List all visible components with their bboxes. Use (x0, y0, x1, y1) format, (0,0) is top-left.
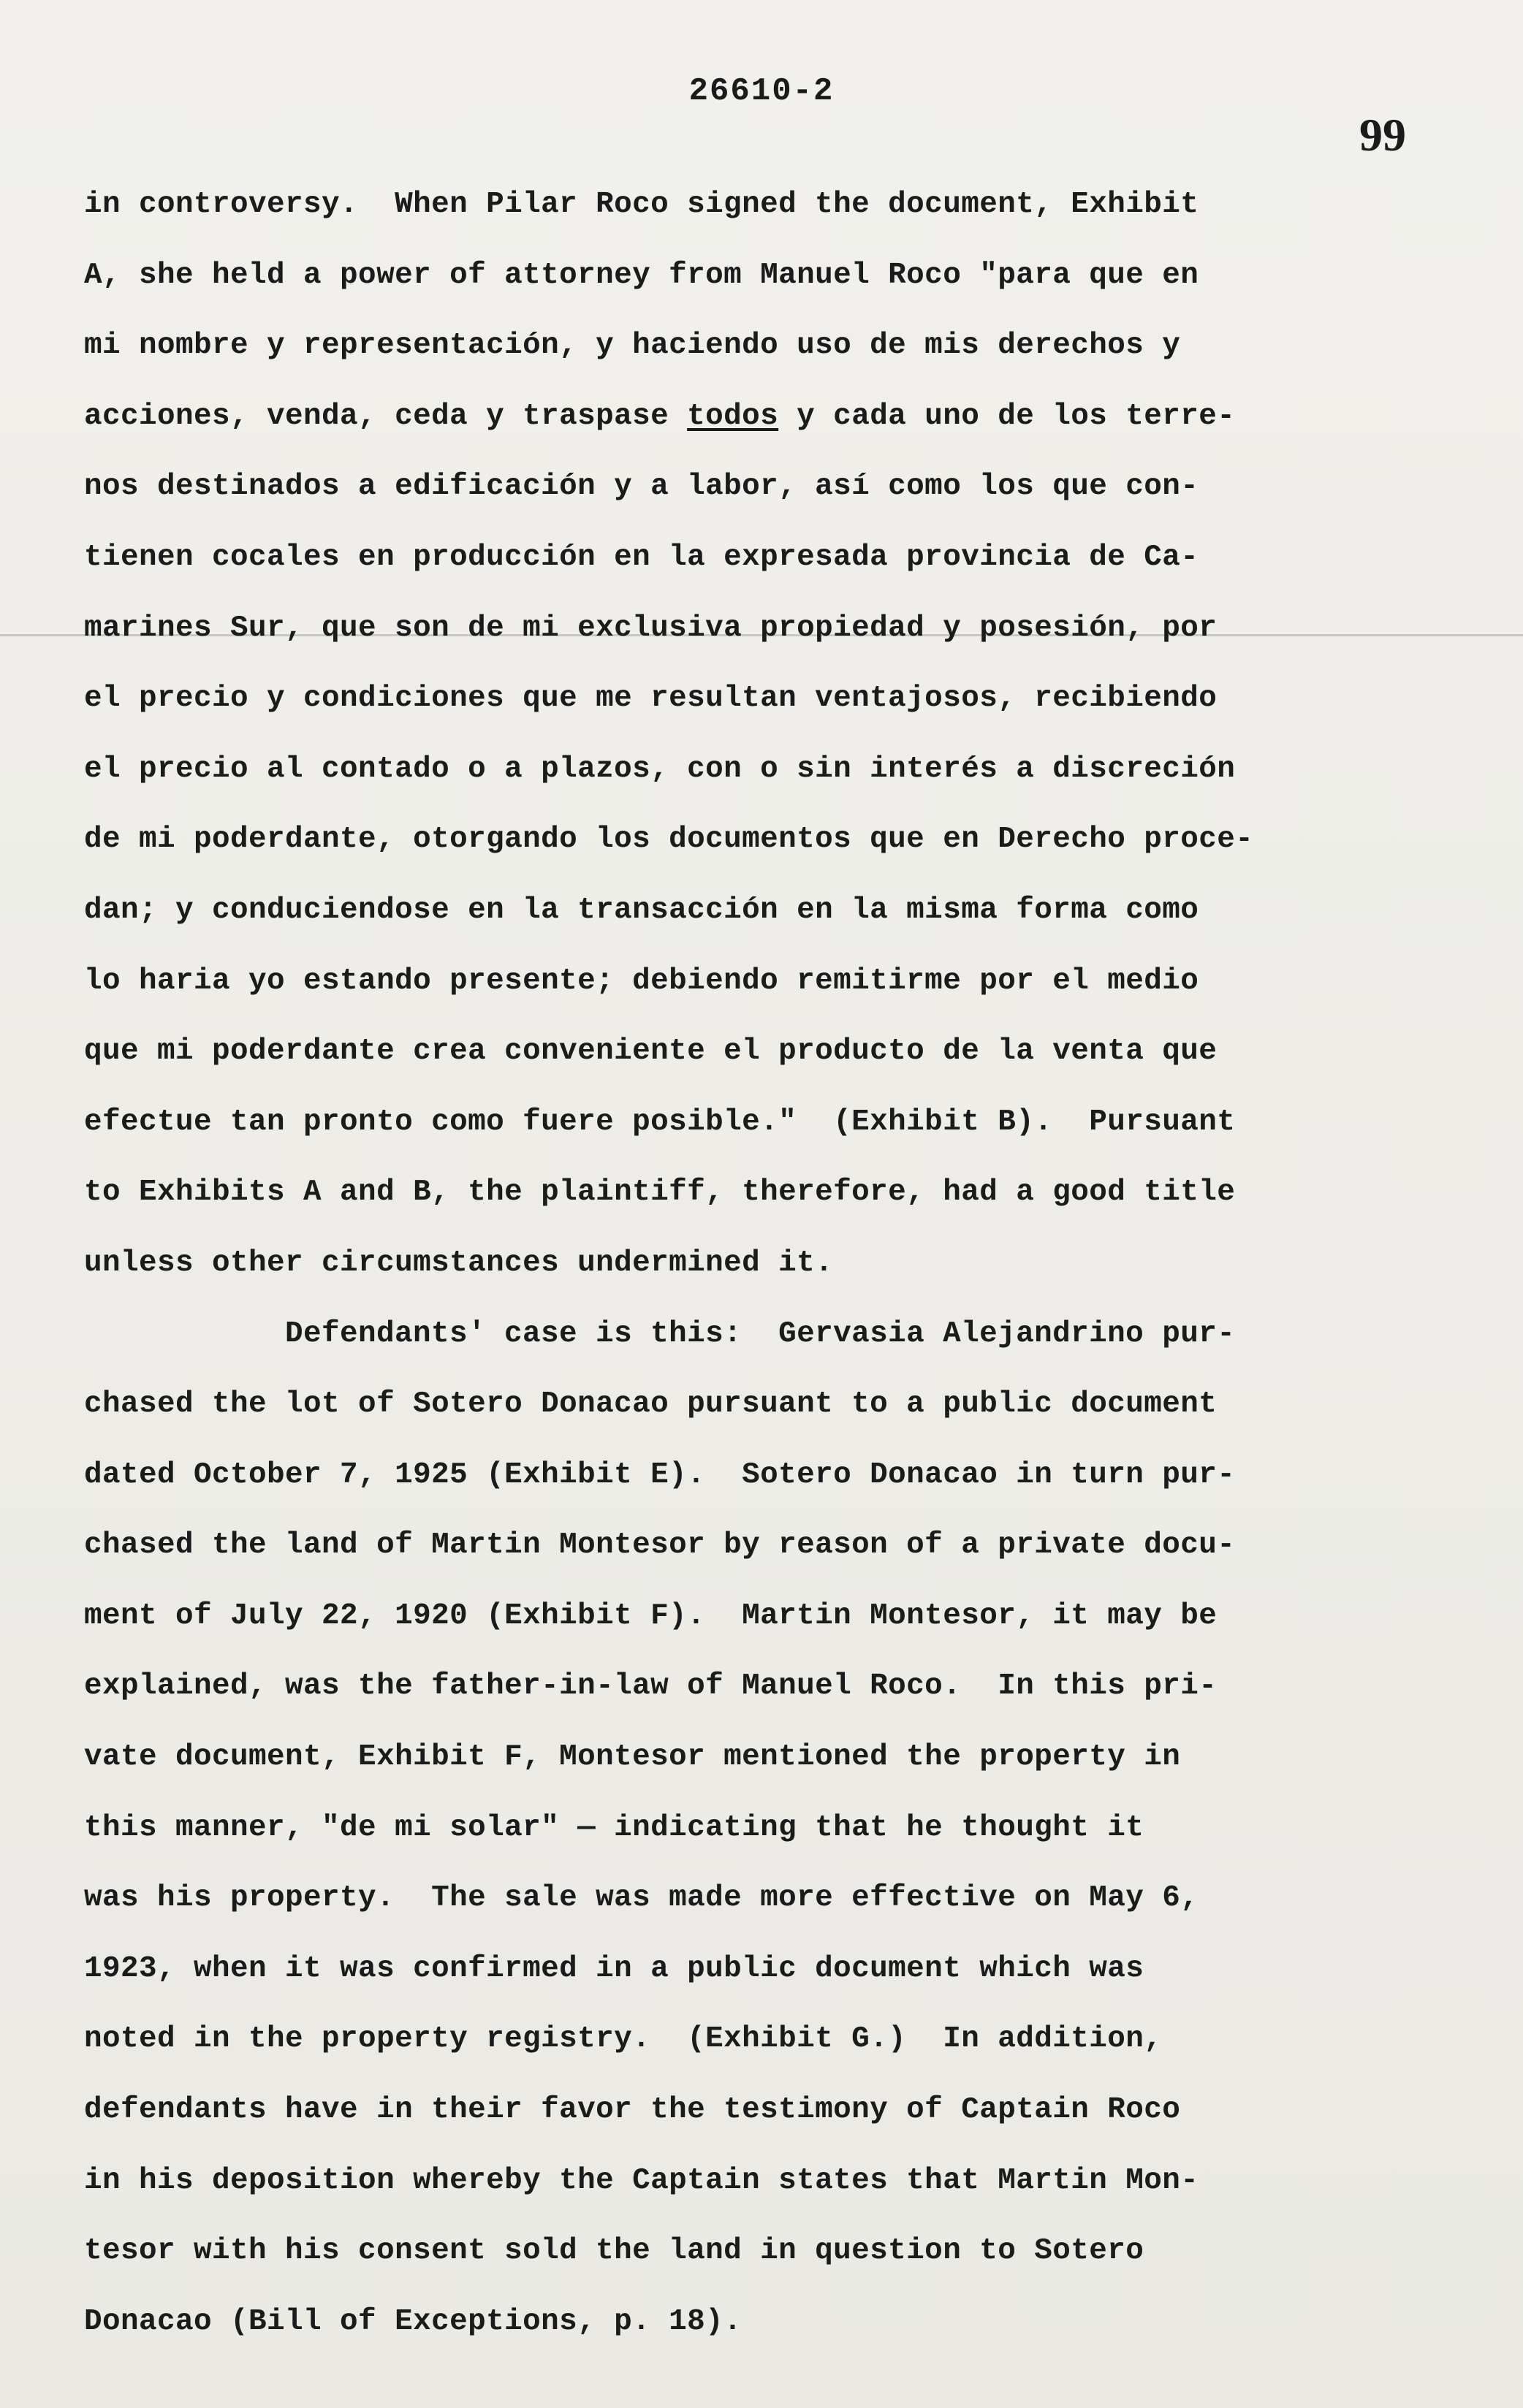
text-line: ment of July 22, 1920 (Exhibit F). Martin Montesor, it may be (84, 1599, 1218, 1633)
text-line: chased the land of Martin Montesor by reason of a private docu- (84, 1528, 1236, 1563)
document-body (84, 169, 1385, 2357)
text-line: Donacao (Bill of Exceptions, p. 18). (84, 2304, 742, 2339)
text-line: 1923, when it was confirmed in a public document which was (84, 1951, 1144, 1986)
text-line: que mi poderdante crea conveniente el producto de la venta que (84, 1035, 1218, 1069)
underlined-word: todos (687, 399, 779, 433)
text-segment: y cada uno de los terre- (778, 399, 1236, 433)
text-line: tesor with his consent sold the land in question to Sotero (84, 2234, 1144, 2268)
text-line: in controversy. When Pilar Roco signed the document, Exhibit (84, 188, 1199, 221)
paragraph-1 (84, 169, 1385, 1299)
text-line: Defendants' case is this: Gervasia Alejandrino pur- (285, 1317, 1236, 1351)
text-line: mi nombre y representación, y haciendo uso de mis derechos y (84, 329, 1181, 363)
page-number: 99 (1359, 109, 1406, 161)
text-line: de mi poderdante, otorgando los documentos que en Derecho proce- (84, 823, 1254, 857)
text-line: unless other circumstances undermined it. (84, 1246, 834, 1280)
text-line: dated October 7, 1925 (Exhibit E). Sotero Donacao in turn pur- (84, 1458, 1236, 1492)
text-line: A, she held a power of attorney from Manuel Roco "para que en (84, 258, 1199, 292)
text-line: marines Sur, que son de mi exclusiva propiedad y posesión, por (84, 611, 1218, 645)
text-line: was his property. The sale was made more effective on May 6, (84, 1881, 1199, 1916)
text-line: noted in the property registry. (Exhibit G.) In addition, (84, 2022, 1163, 2057)
text-line: vate document, Exhibit F, Montesor mentioned the property in (84, 1740, 1181, 1775)
text-line: this manner, "de mi solar" — indicating that he thought it (84, 1810, 1144, 1845)
text-line: dan; y conduciendose en la transacción en la misma forma como (84, 893, 1199, 927)
text-line: tienen cocales en producción en la expresada provincia de Ca- (84, 540, 1199, 574)
text-segment: acciones, venda, ceda y traspase (84, 399, 688, 433)
text-line: defendants have in their favor the testimony of Captain Roco (84, 2093, 1181, 2127)
text-line: efectue tan pronto como fuere posible." (Exhibit B). Pursuant (84, 1105, 1236, 1139)
text-line: el precio y condiciones que me resultan ventajosos, recibiendo (84, 682, 1218, 716)
text-line: chased the lot of Sotero Donacao pursuant to a public document (84, 1387, 1218, 1422)
text-line: nos destinados a edificación y a labor, así como los que con- (84, 470, 1199, 504)
text-line: in his deposition whereby the Captain states that Martin Mon- (84, 2163, 1199, 2198)
text-line: el precio al contado o a plazos, con o sin interés a discreción (84, 752, 1236, 786)
text-line (84, 381, 1385, 452)
document-id: 26610-2 (688, 73, 835, 110)
text-line: lo haria yo estando presente; debiendo remitirme por el medio (84, 964, 1199, 998)
text-line: explained, was the father-in-law of Manuel Roco. In this pri- (84, 1669, 1218, 1704)
paragraph-2 (84, 1299, 1385, 2358)
text-line: to Exhibits A and B, the plaintiff, therefore, had a good title (84, 1176, 1236, 1210)
